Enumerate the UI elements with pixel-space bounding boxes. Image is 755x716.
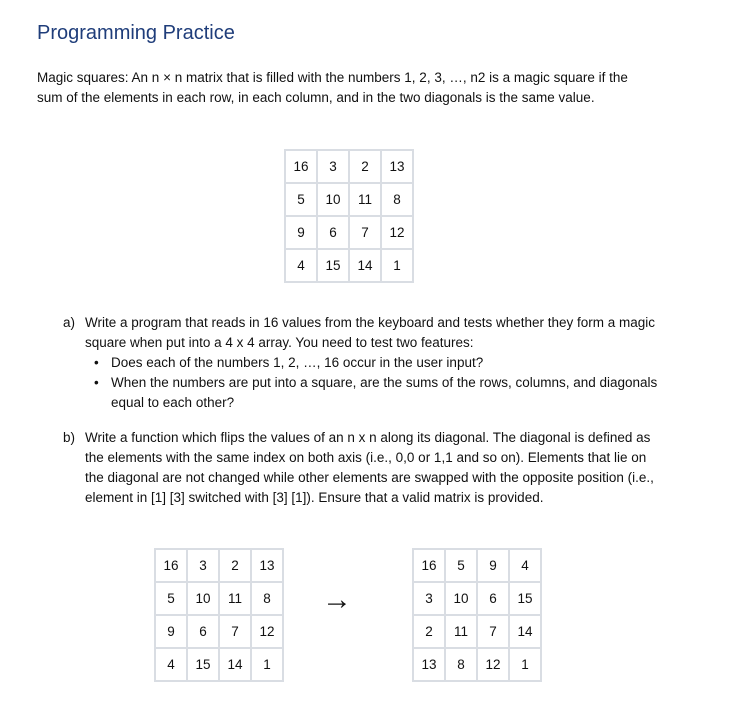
matrix-cell: 14: [220, 649, 250, 680]
matrix-cell: 8: [382, 184, 412, 215]
before-matrix-table: [154, 548, 284, 682]
bullet-item: [94, 353, 663, 373]
matrix-cell: 1: [510, 649, 540, 680]
matrix-row: [414, 616, 540, 647]
question-a-label: a): [63, 315, 76, 330]
matrix-cell: 1: [382, 250, 412, 281]
matrix-cell: 2: [414, 616, 444, 647]
matrix-cell: 13: [382, 151, 412, 182]
arrow-icon: →: [322, 583, 352, 616]
matrix-cell: 10: [318, 184, 348, 215]
matrix-cell: 12: [478, 649, 508, 680]
matrix-row: [156, 649, 282, 680]
matrix-cell: 4: [286, 250, 316, 281]
matrix-row: [286, 151, 412, 182]
matrix-row: [156, 616, 282, 647]
matrix-cell: 4: [156, 649, 186, 680]
matrix-cell: 6: [188, 616, 218, 647]
page-title: Programming Practice: [37, 22, 235, 44]
matrix-cell: 10: [446, 583, 476, 614]
bullet-text: When the numbers are put into a square, are the sums of the rows, columns, and diagonals equal to each other?: [111, 375, 658, 410]
question-b-text: Write a function which flips the values of an n x n along its diagonal. The diagonal is defined as the elements with the same index on both axis (i.e., 0,0 or 1,1 and so on). Elements that lie on the diagonal are not changed while other elements are swapped with the opposite position (i.e., element in [1] [3] switched with [3] [1]). Ensure that a valid matrix is provided.: [85, 430, 654, 505]
matrix-cell: 13: [252, 550, 282, 581]
matrix-cell: 13: [414, 649, 444, 680]
matrix-cell: 11: [220, 583, 250, 614]
matrix-row: [414, 583, 540, 614]
bullet-icon: •: [94, 375, 99, 390]
matrix-cell: 16: [156, 550, 186, 581]
matrix-cell: 7: [350, 217, 380, 248]
question-b: [63, 428, 663, 508]
matrix-cell: 12: [252, 616, 282, 647]
matrix-cell: 14: [350, 250, 380, 281]
bullet-item: [94, 373, 663, 413]
matrix-row: [156, 583, 282, 614]
matrix-row: [286, 217, 412, 248]
matrix-row: [414, 550, 540, 581]
matrix-cell: 10: [188, 583, 218, 614]
matrix-cell: 14: [510, 616, 540, 647]
matrix-row: [286, 250, 412, 281]
matrix-cell: 1: [252, 649, 282, 680]
matrix-row: [414, 649, 540, 680]
matrix-cell: 16: [286, 151, 316, 182]
bullet-text: Does each of the numbers 1, 2, …, 16 occur in the user input?: [111, 355, 484, 370]
matrix-cell: 9: [286, 217, 316, 248]
matrix-cell: 6: [318, 217, 348, 248]
matrix-cell: 2: [350, 151, 380, 182]
matrix-row: [286, 184, 412, 215]
matrix-cell: 11: [350, 184, 380, 215]
matrix-cell: 12: [382, 217, 412, 248]
matrix-cell: 11: [446, 616, 476, 647]
matrix-cell: 15: [188, 649, 218, 680]
matrix-cell: 16: [414, 550, 444, 581]
matrix-cell: 7: [220, 616, 250, 647]
matrix-cell: 6: [478, 583, 508, 614]
matrix-cell: 5: [446, 550, 476, 581]
matrix-cell: 9: [156, 616, 186, 647]
question-a: [63, 313, 663, 413]
matrix-cell: 9: [478, 550, 508, 581]
bullet-icon: •: [94, 355, 99, 370]
intro-paragraph: Magic squares: An n × n matrix that is filled with the numbers 1, 2, 3, …, n2 is a magic square if the sum of the elements in each row, in each column, and in the two diagonals is the same value.: [37, 70, 628, 105]
after-matrix-table: [412, 548, 542, 682]
matrix-cell: 3: [414, 583, 444, 614]
matrix-cell: 5: [286, 184, 316, 215]
matrix-row: [156, 550, 282, 581]
matrix-cell: 3: [188, 550, 218, 581]
question-a-text: Write a program that reads in 16 values from the keyboard and tests whether they form a magic square when put into a 4 x 4 array. You need to test two features:: [85, 315, 656, 350]
matrix-cell: 15: [318, 250, 348, 281]
matrix-cell: 8: [252, 583, 282, 614]
matrix-cell: 3: [318, 151, 348, 182]
matrix-cell: 8: [446, 649, 476, 680]
matrix-cell: 7: [478, 616, 508, 647]
matrix-cell: 4: [510, 550, 540, 581]
matrix-cell: 2: [220, 550, 250, 581]
magic-square-table: [284, 149, 414, 283]
question-b-label: b): [63, 430, 76, 445]
matrix-cell: 15: [510, 583, 540, 614]
matrix-cell: 5: [156, 583, 186, 614]
